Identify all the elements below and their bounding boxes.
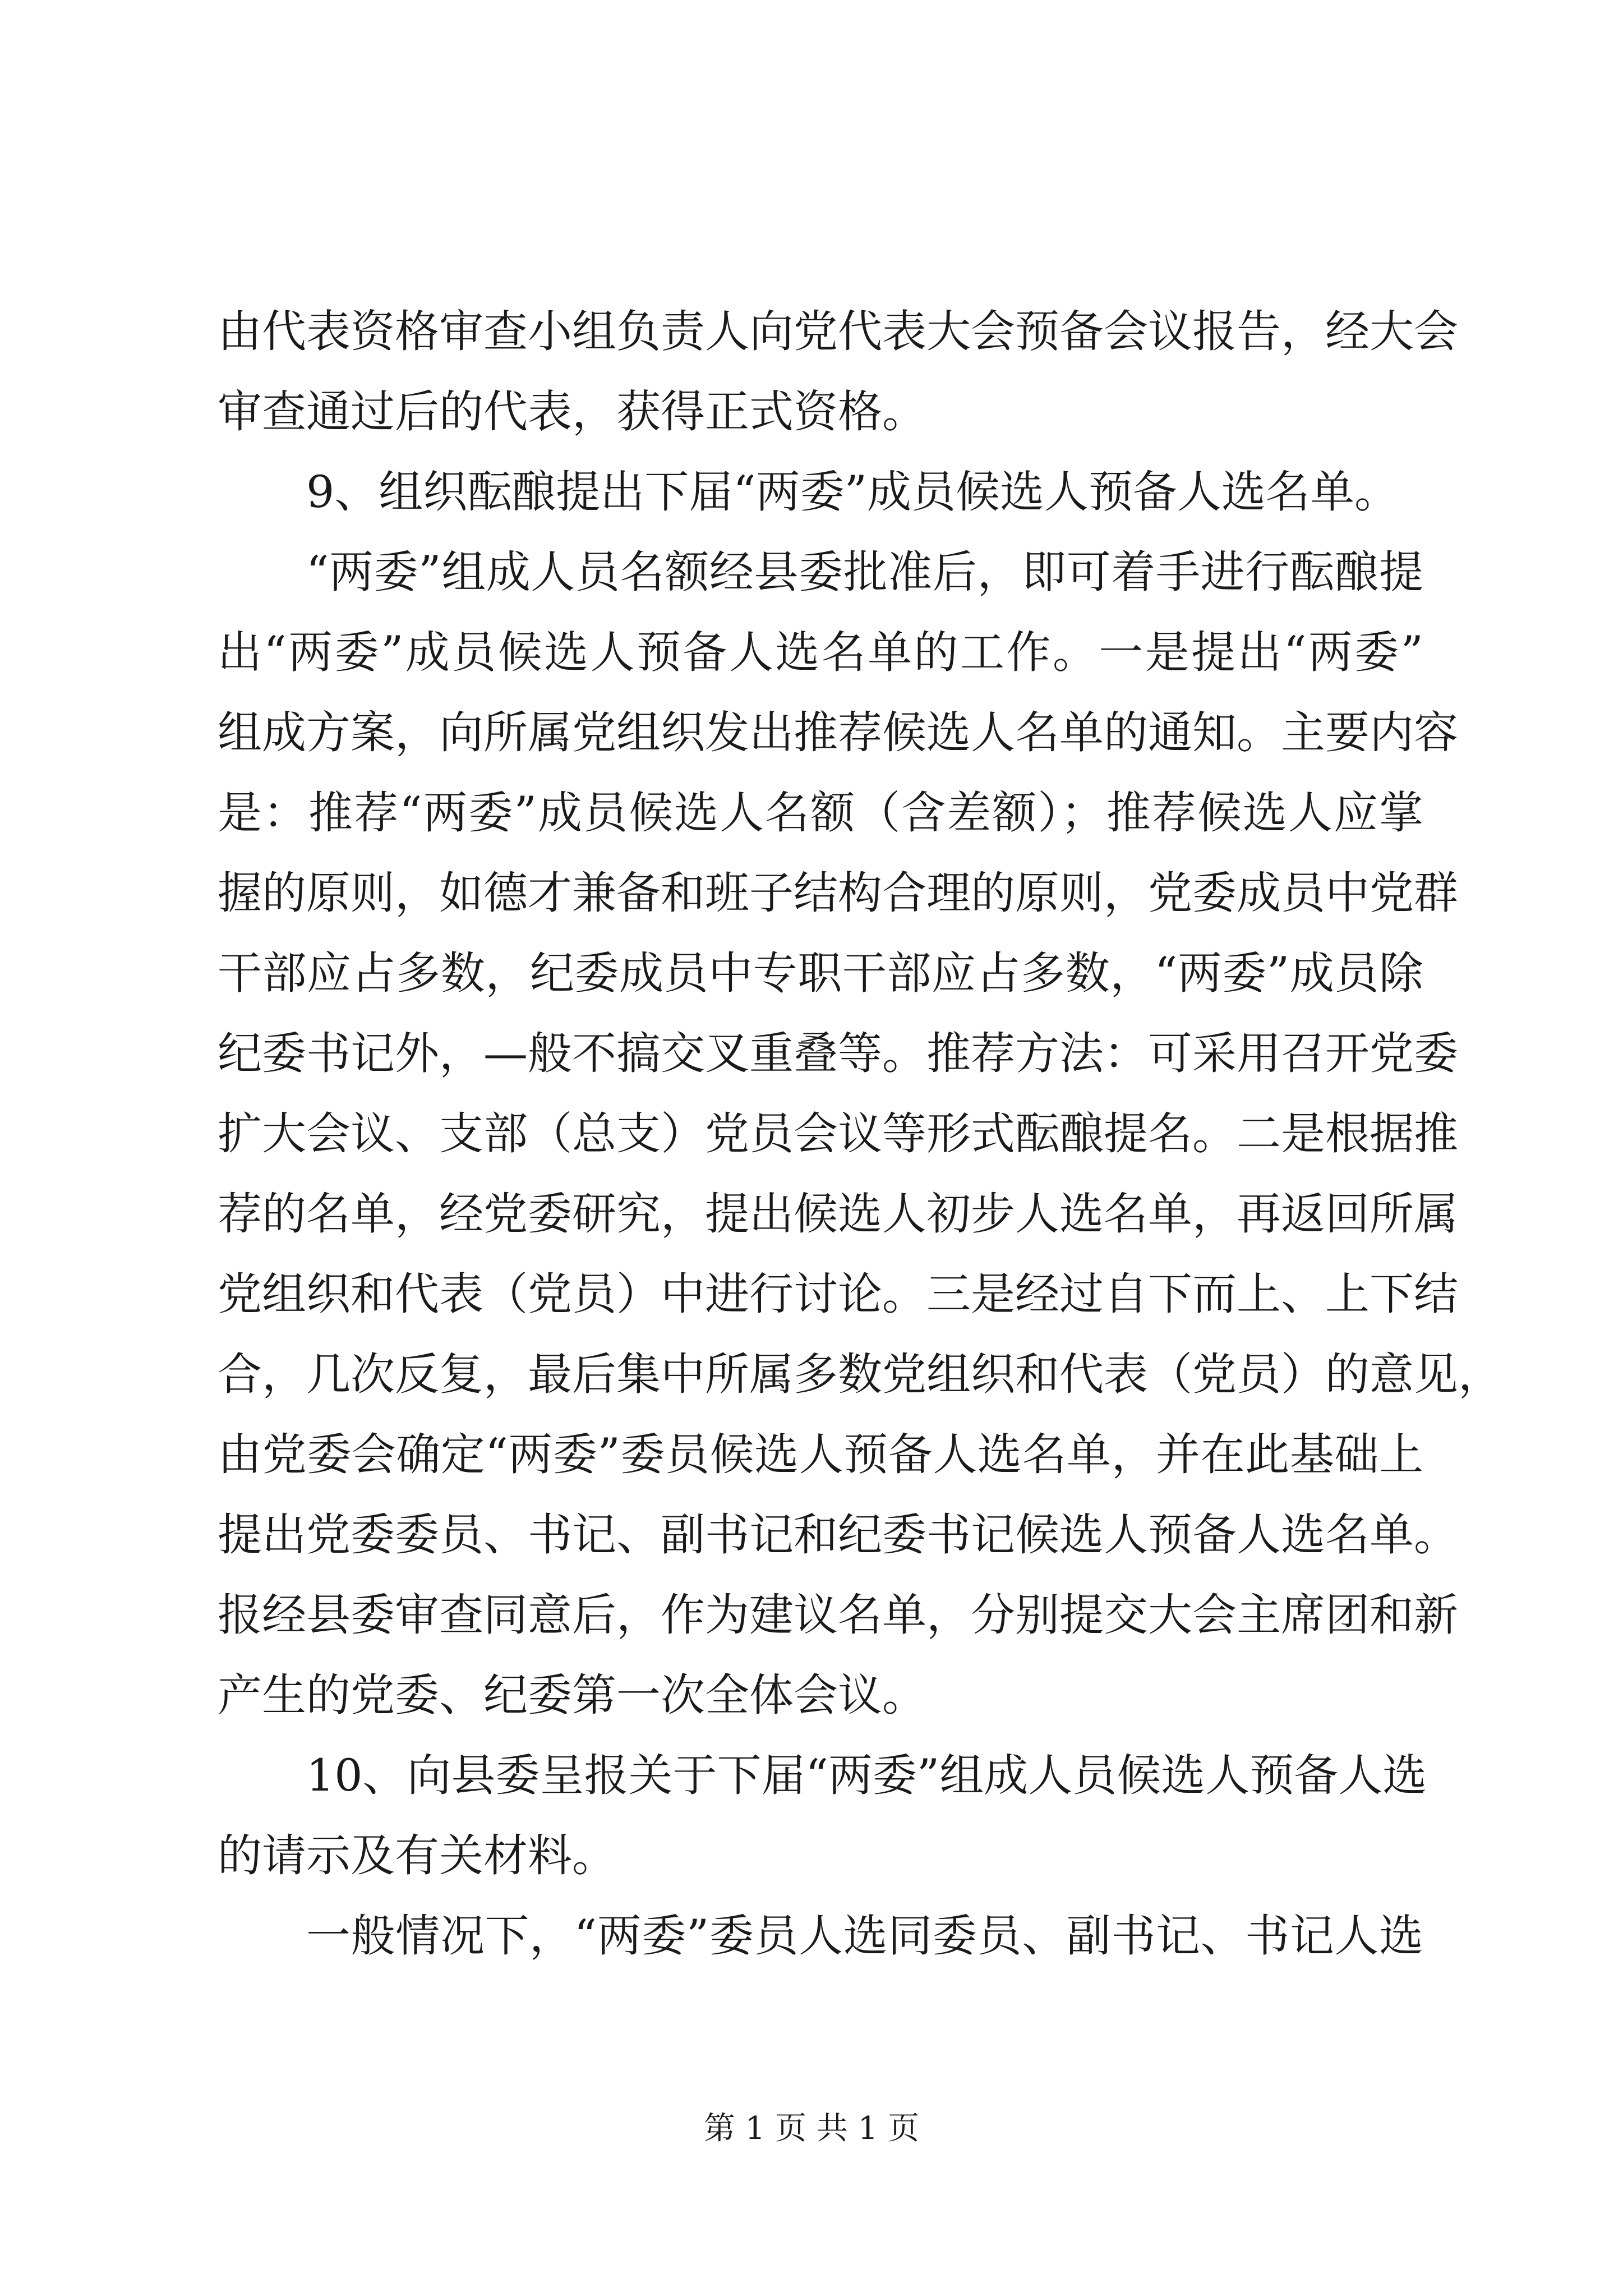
document-body: [218, 292, 1502, 1976]
text-line: 审查通过后的代表，获得正式资格。: [218, 386, 926, 438]
text-line: 荐的名单，经党委研究，提出候选人初步人选名单，再返回所属: [218, 1188, 1458, 1240]
text-line: 组成方案，向所属党组织发出推荐候选人名单的通知。主要内容: [218, 707, 1458, 758]
text-line: 是：推荐“两委”成员候选人名额（含差额）；推荐候选人应掌: [218, 787, 1423, 839]
text-line: 由代表资格审查小组负责人向党代表大会预备会议报告，经大会: [218, 306, 1458, 357]
text-line: 党组织和代表（党员）中进行讨论。三是经过自下而上、上下结: [218, 1268, 1458, 1320]
text-line: 扩大会议、支部（总支）党员会议等形式酝酿提名。二是根据推: [218, 1108, 1458, 1159]
text-line: 提出党委委员、书记、副书记和纪委书记候选人预备人选名单。: [218, 1509, 1458, 1561]
section-heading: 10、向县委呈报关于下届“两委”组成人员候选人预备人选: [306, 1750, 1427, 1801]
text-line: 产生的党委、纪委第一次全体会议。: [218, 1669, 926, 1721]
text-line: 出“两委”成员候选人预备人选名单的工作。一是提出“两委”: [218, 627, 1423, 678]
text-line: 由党委会确定“两委”委员候选人预备人选名单，并在此基础上: [218, 1429, 1423, 1480]
text-line: 握的原则，如德才兼备和班子结构合理的原则，党委成员中党群: [218, 867, 1458, 919]
page-footer: 第 1 页 共 1 页: [703, 2110, 920, 2147]
text-line: 一般情况下，“两委”委员人选同委员、副书记、书记人选: [306, 1910, 1423, 1962]
text-line: 报经县委审查同意后，作为建议名单，分别提交大会主席团和新: [218, 1589, 1458, 1641]
section-heading: 9、组织酝酿提出下届“两委”成员候选人预备人选名单。: [306, 466, 1399, 518]
text-line: 合，几次反复，最后集中所属多数党组织和代表（党员）的意见，: [218, 1349, 1502, 1400]
text-line: “两委”组成人员名额经县委批准后，即可着手进行酝酿提: [306, 546, 1423, 598]
text-line: 纪委书记外，—般不搞交叉重叠等。推荐方法：可采用召开党委: [218, 1028, 1458, 1079]
text-line: 的请示及有关材料。: [218, 1830, 616, 1881]
text-line: 干部应占多数，纪委成员中专职干部应占多数，“两委”成员除: [218, 947, 1423, 999]
